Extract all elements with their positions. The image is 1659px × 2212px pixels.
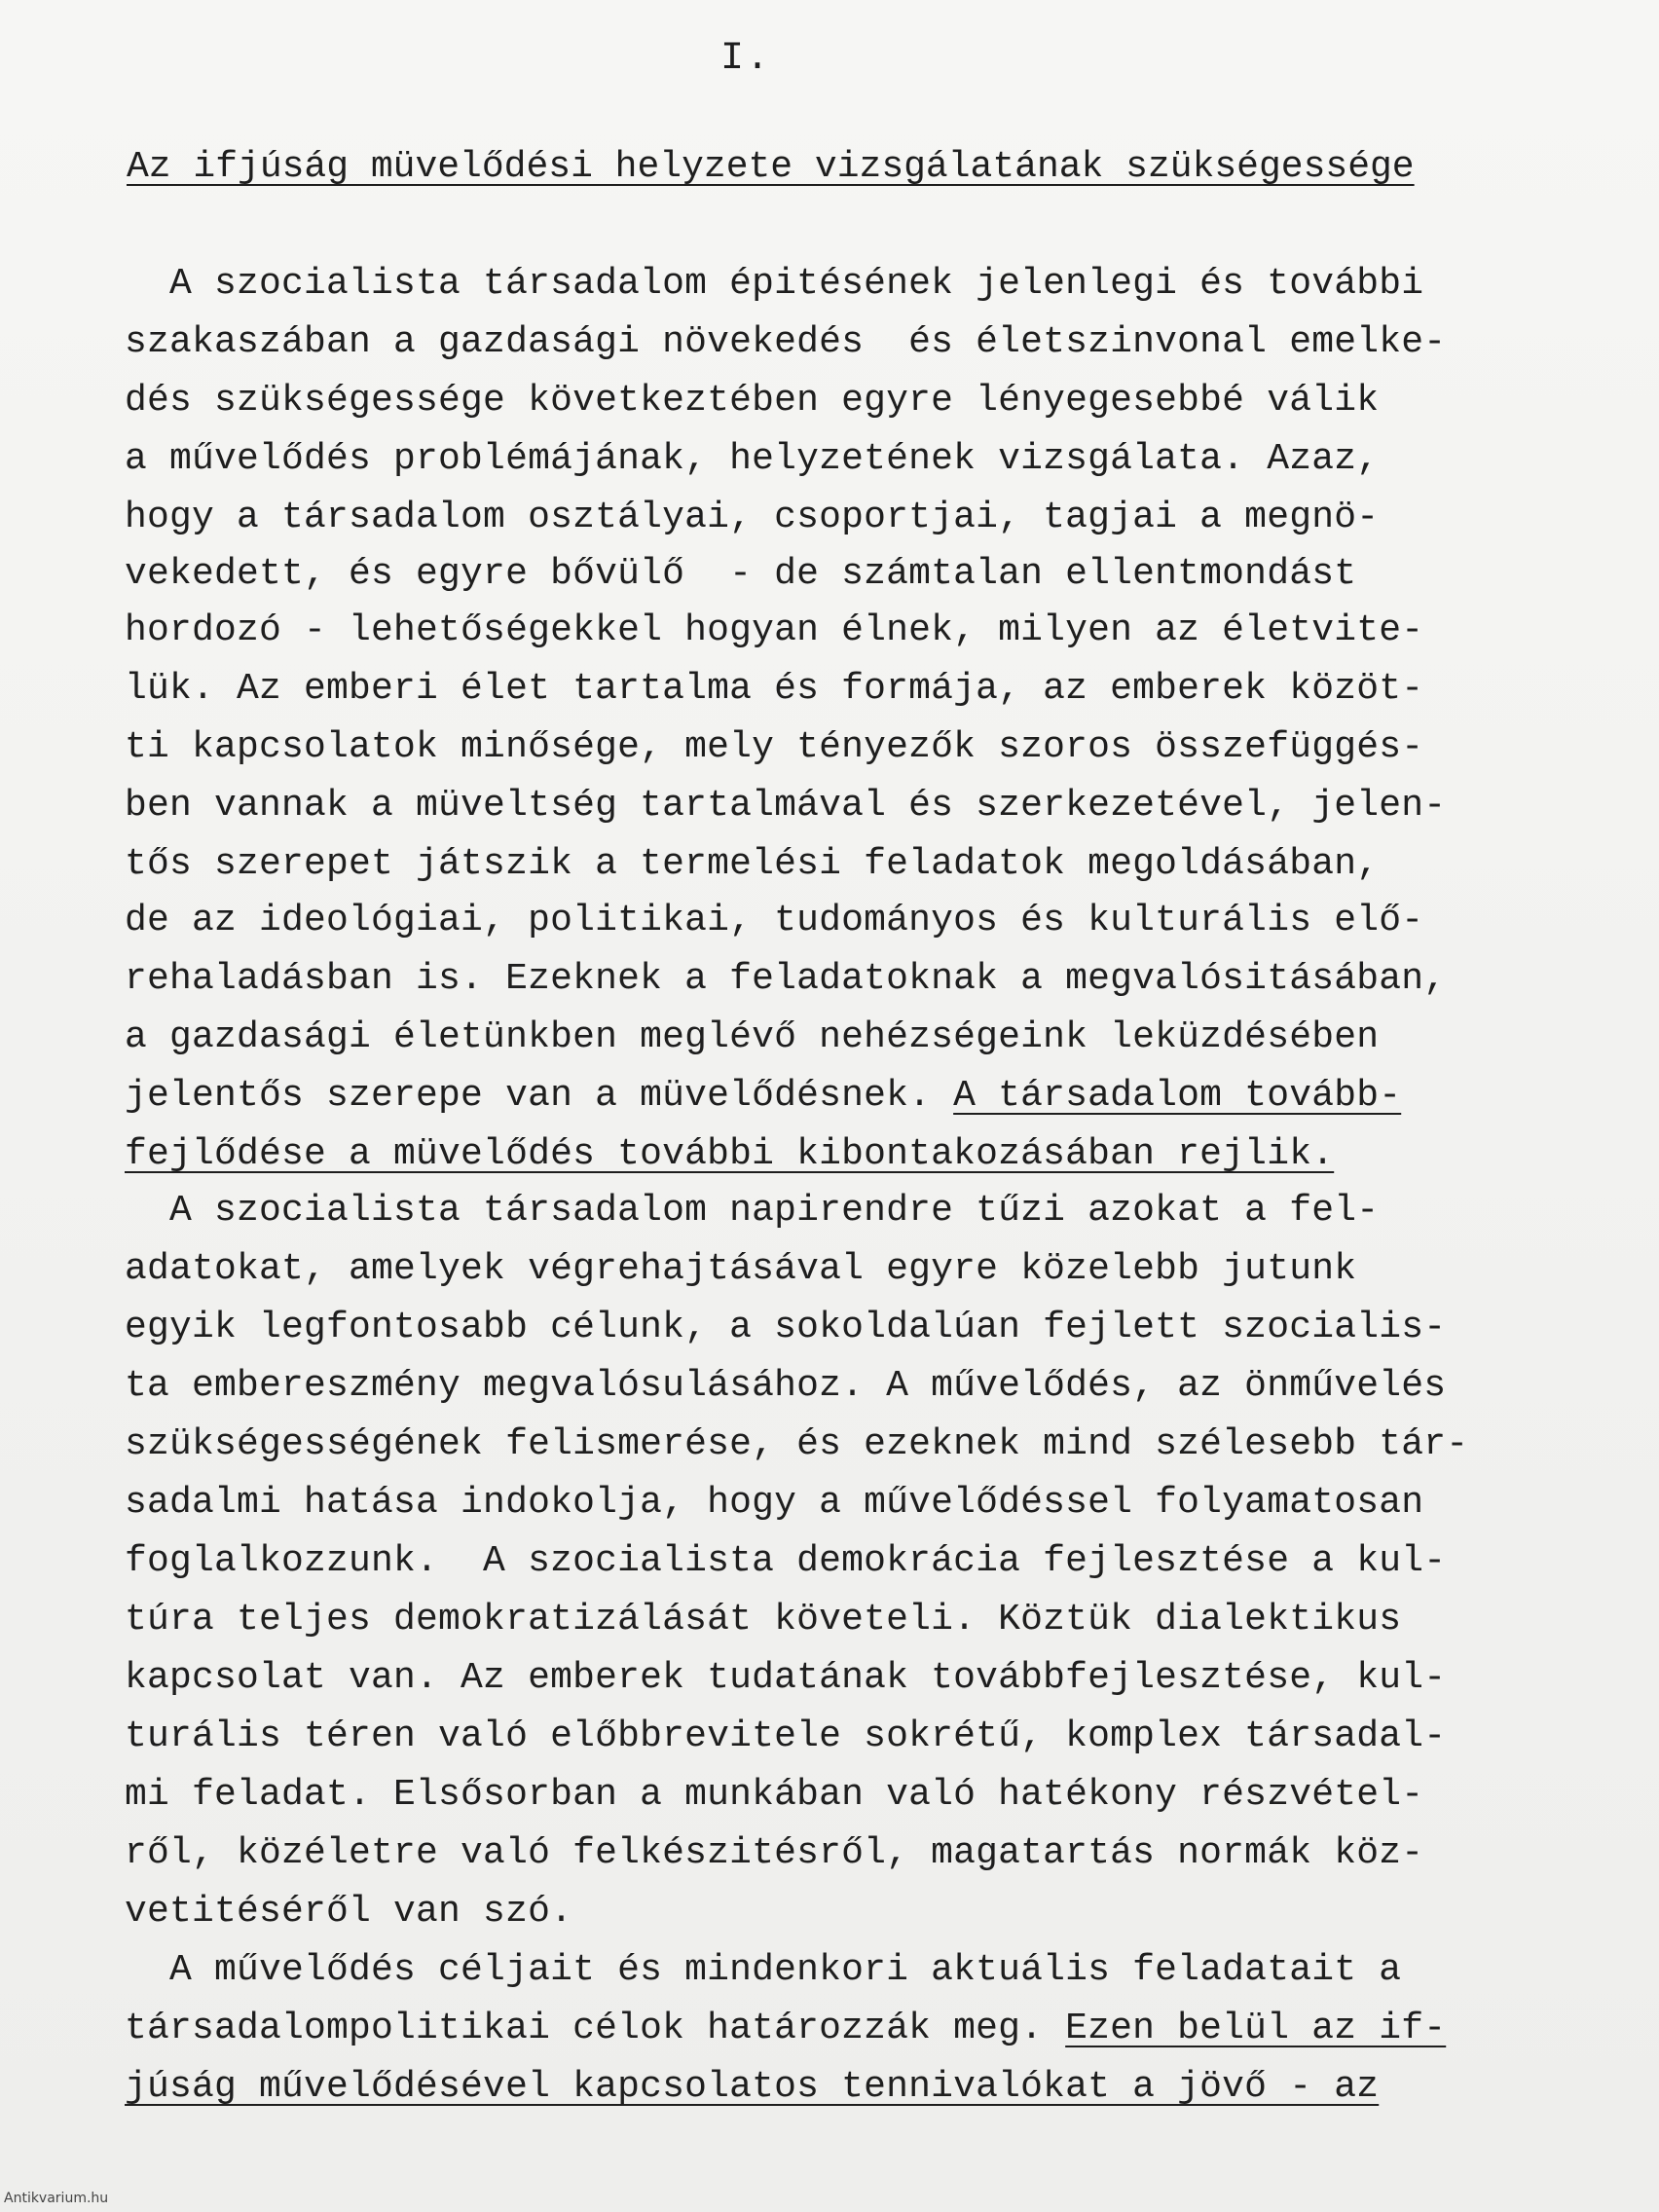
page-number: I. <box>720 37 772 81</box>
text-line: sadalmi hatása indokolja, hogy a művelődéssel folyamatosan <box>125 1482 1424 1524</box>
text-line: A művelődés céljait és mindenkori aktuális feladatait a <box>125 1949 1402 1991</box>
text-line: társadalompolitikai célok határozzák meg. Ezen belül az if- <box>125 2008 1447 2049</box>
underlined-text: A társadalom tovább- <box>953 1075 1402 1117</box>
text-line: jelentős szerepe van a müvelődésnek. A társadalom tovább- <box>125 1075 1402 1117</box>
text-line: kapcsolat van. Az emberek tudatának továbbfejlesztése, kul- <box>125 1657 1447 1699</box>
text-line: vekedett, és egyre bővülő - de számtalan ellentmondást <box>125 553 1357 595</box>
text-line: szakaszában a gazdasági növekedés és életszinvonal emelke- <box>125 321 1447 363</box>
text-line: tős szerepet játszik a termelési feladatok megoldásában, <box>125 843 1380 885</box>
underlined-text: júság művelődésével kapcsolatos tennivalókat a jövő - az <box>125 2066 1380 2108</box>
text-line <box>125 1133 1334 1175</box>
text-line: lük. Az emberi élet tartalma és formája, az emberek közöt- <box>125 668 1424 710</box>
text-line: hordozó - lehetőségekkel hogyan élnek, milyen az életvite- <box>125 609 1424 651</box>
underlined-text: fejlődése a müvelődés további kibontakozásában rejlik. <box>125 1133 1335 1175</box>
text-line: turális téren való előbbrevitele sokrétű, komplex társadal- <box>125 1715 1447 1757</box>
text-line: vetitéséről van szó. <box>125 1891 573 1933</box>
watermark: Antikvarium.hu <box>4 2191 109 2206</box>
text-line: hogy a társadalom osztályai, csoportjai, tagjai a megnö- <box>125 497 1380 538</box>
text-line: ta embereszmény megvalósulásához. A művelődés, az önművelés <box>125 1365 1447 1407</box>
text-line: ről, közéletre való felkészitésről, magatartás normák köz- <box>125 1832 1424 1874</box>
text-line: a művelődés problémájának, helyzetének vizsgálata. Azaz, <box>125 438 1380 480</box>
text-line: foglalkozzunk. A szocialista demokrácia fejlesztése a kul- <box>125 1540 1447 1582</box>
text-line: ben vannak a müveltség tartalmával és szerkezetével, jelen- <box>125 785 1447 827</box>
text-line: adatokat, amelyek végrehajtásával egyre közelebb jutunk <box>125 1248 1357 1290</box>
text-line: a gazdasági életünkben meglévő nehézségeink leküzdésében <box>125 1016 1380 1058</box>
text-line: egyik legfontosabb célunk, a sokoldalúan fejlett szocialis- <box>125 1307 1447 1348</box>
text-line: de az ideológiai, politikai, tudományos és kulturális elő- <box>125 900 1424 941</box>
text-line: A szocialista társadalom napirendre tűzi azokat a fel- <box>125 1190 1380 1232</box>
text-line: A szocialista társadalom épitésének jelenlegi és további <box>125 263 1424 305</box>
text-line: szükségességének felismerése, és ezeknek mind szélesebb tár- <box>125 1423 1469 1465</box>
document-heading: Az ifjúság müvelődési helyzete vizsgálatának szükségessége <box>127 146 1415 188</box>
text-line: túra teljes demokratizálását követeli. Köztük dialektikus <box>125 1599 1402 1641</box>
text-line: mi feladat. Elsősorban a munkában való hatékony részvétel- <box>125 1774 1424 1816</box>
text-line <box>125 2066 1379 2108</box>
text-line: ti kapcsolatok minősége, mely tényezők szoros összefüggés- <box>125 726 1424 768</box>
text-line: rehaladásban is. Ezeknek a feladatoknak a megvalósitásában, <box>125 958 1447 1000</box>
text-line: dés szükségessége következtében egyre lényegesebbé válik <box>125 380 1380 422</box>
underlined-text: Ezen belül az if- <box>1065 2008 1447 2049</box>
